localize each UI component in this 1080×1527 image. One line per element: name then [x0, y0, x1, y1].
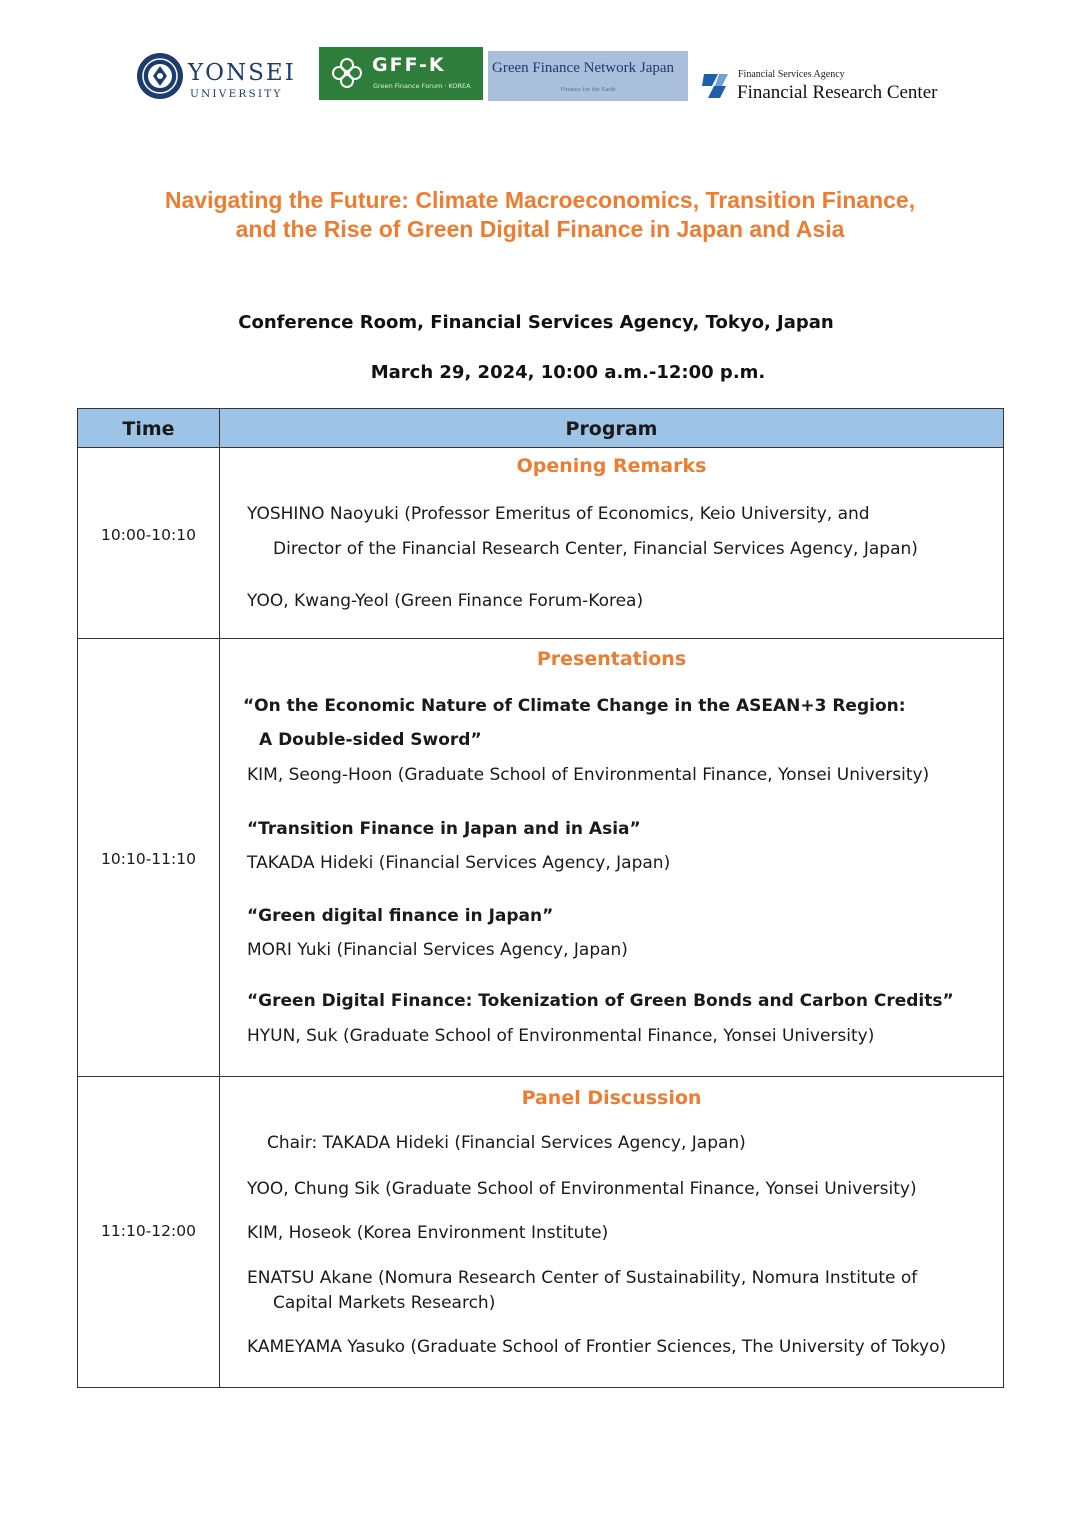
column-header-program: Program: [565, 418, 658, 440]
gfnj-logo: [488, 51, 688, 101]
talk-title: “Green digital finance in Japan”: [247, 906, 554, 926]
panelist-line: KIM, Hoseok (Korea Environment Institute): [247, 1223, 609, 1243]
talk-title: “Green Digital Finance: Tokenization of Green Bonds and Carbon Credits”: [247, 991, 954, 1011]
frc-agency: Financial Services Agency: [738, 69, 845, 80]
panelist-line: KAMEYAMA Yasuko (Graduate School of Frontier Sciences, The University of Tokyo): [247, 1337, 947, 1357]
event-title: [0, 186, 1080, 244]
event-title-line2: and the Rise of Green Digital Finance in Japan and Asia: [235, 216, 845, 242]
session-time: 10:10-11:10: [101, 850, 196, 868]
talk-title: A Double-sided Sword”: [259, 730, 482, 750]
session-title: Panel Discussion: [521, 1087, 702, 1109]
talk-speaker: MORI Yuki (Financial Services Agency, Japan): [247, 940, 628, 960]
gfnj-subtitle: Finance for the Earth: [560, 86, 616, 93]
gfnj-name: Green Finance Network Japan: [492, 60, 675, 76]
frc-mark-icon: [700, 70, 730, 102]
speaker-line: Director of the Financial Research Center, Financial Services Agency, Japan): [273, 539, 918, 559]
event-date: March 29, 2024, 10:00 a.m.-12:00 p.m.: [370, 362, 766, 383]
frc-logo: [700, 68, 960, 104]
event-venue: Conference Room, Financial Services Agency, Tokyo, Japan: [238, 312, 834, 333]
table-header: [78, 409, 1003, 448]
yonsei-logo: [136, 52, 296, 102]
talk-speaker: HYUN, Suk (Graduate School of Environmental Finance, Yonsei University): [247, 1026, 875, 1046]
row-divider: [78, 638, 1003, 639]
event-title-line1: Navigating the Future: Climate Macroeconomics, Transition Finance,: [164, 187, 916, 213]
session-time: 11:10-12:00: [101, 1222, 196, 1240]
logo-strip: [0, 46, 1080, 104]
panelist-line: ENATSU Akane (Nomura Research Center of Sustainability, Nomura Institute of: [247, 1268, 918, 1288]
session-title: Opening Remarks: [516, 455, 707, 477]
session-time: 10:00-10:10: [101, 526, 196, 544]
talk-title: “On the Economic Nature of Climate Change in the ASEAN+3 Region:: [243, 696, 906, 716]
column-divider: [219, 409, 220, 1387]
row-divider: [78, 1076, 1003, 1077]
gffk-logo: [319, 47, 483, 100]
frc-name: Financial Research Center: [737, 82, 938, 103]
panel-chair: Chair: TAKADA Hideki (Financial Services Agency, Japan): [267, 1133, 746, 1153]
yonsei-name: YONSEI: [188, 60, 296, 86]
session-title: Presentations: [536, 648, 687, 670]
program-table: [77, 408, 1004, 1388]
gffk-name: GFF-K: [372, 54, 446, 76]
gffk-subtitle: Green Finance Forum · KOREA: [373, 82, 471, 90]
yonsei-subtitle: UNIVERSITY: [190, 88, 283, 100]
yonsei-seal-icon: [136, 52, 184, 100]
speaker-line: YOO, Kwang-Yeol (Green Finance Forum-Korea): [247, 591, 644, 611]
gffk-emblem-icon: [329, 55, 365, 91]
column-header-time: Time: [122, 418, 175, 440]
talk-speaker: KIM, Seong-Hoon (Graduate School of Environmental Finance, Yonsei University): [247, 765, 930, 785]
speaker-line: YOSHINO Naoyuki (Professor Emeritus of Economics, Keio University, and: [247, 504, 870, 524]
panelist-line: YOO, Chung Sik (Graduate School of Environmental Finance, Yonsei University): [247, 1179, 917, 1199]
panelist-line: Capital Markets Research): [273, 1293, 496, 1313]
talk-title: “Transition Finance in Japan and in Asia”: [247, 819, 641, 839]
talk-speaker: TAKADA Hideki (Financial Services Agency, Japan): [247, 853, 671, 873]
